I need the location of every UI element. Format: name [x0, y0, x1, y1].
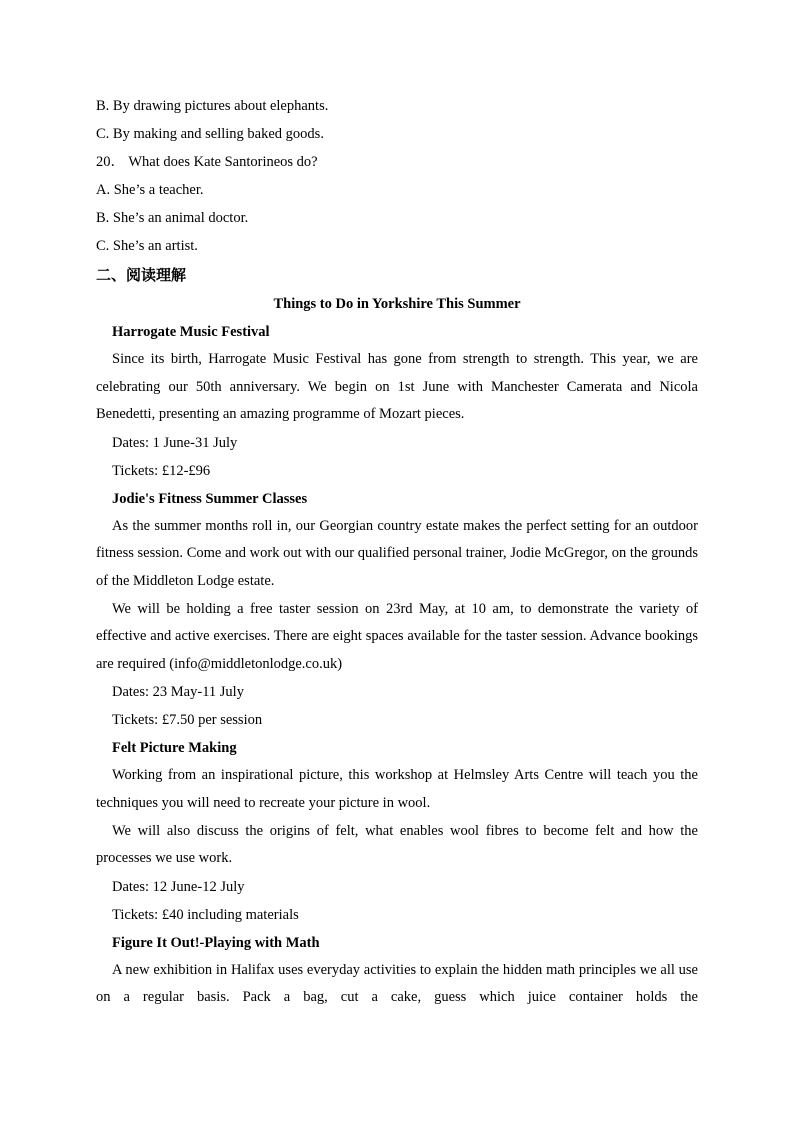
- figure-heading: Figure It Out!-Playing with Math: [112, 934, 320, 951]
- document-page: [96, 92, 698, 1012]
- felt-paragraph-2: We will also discuss the origins of felt, what enables wool fibres to become felt and how the processes we use work.: [96, 822, 698, 867]
- harrogate-paragraph: Since its birth, Harrogate Music Festival has gone from strength to strength. This year, we are celebrating our 50th anniversary. We begin on 1st June with Manchester Camerata and Nicola Benedetti, presenting an amazing programme of Mozart pieces.: [96, 351, 698, 423]
- article-title: Things to Do in Yorkshire This Summer: [273, 296, 521, 312]
- jodie-dates: Dates: 23 May-11 July: [112, 684, 244, 701]
- option-b-q20: B. She’s an animal doctor.: [96, 210, 249, 226]
- harrogate-tickets: Tickets: £12-£96: [112, 462, 211, 479]
- figure-paragraph: A new exhibition in Halifax uses everyday activities to explain the hidden math principles we all use on a regular basis. Pack a bag, cut a cake, guess which juice container holds the: [96, 961, 698, 1006]
- jodie-tickets: Tickets: £7.50 per session: [112, 712, 263, 729]
- option-c-q19: C. By making and selling baked goods.: [96, 126, 324, 142]
- felt-paragraph-1: Working from an inspirational picture, this workshop at Helmsley Arts Centre will teach you the techniques you will need to recreate your picture in wool.: [96, 767, 698, 811]
- question-20-stem: 20． What does Kate Santorineos do?: [96, 154, 318, 170]
- harrogate-heading: Harrogate Music Festival: [112, 324, 270, 340]
- felt-heading: Felt Picture Making: [112, 740, 237, 757]
- option-c-q20: C. She’s an artist.: [96, 238, 198, 254]
- jodie-paragraph-2: We will be holding a free taster session on 23rd May, at 10 am, to demonstrate the variety of effective and active exercises. There are eight spaces available for the taster session. Advance bookings are required (info@middletonlodge.co.uk): [96, 600, 698, 672]
- jodie-heading: Jodie's Fitness Summer Classes: [112, 490, 308, 507]
- section-heading: 二、阅读理解: [96, 266, 187, 284]
- option-a-q20: A. She’s a teacher.: [96, 182, 204, 198]
- harrogate-dates: Dates: 1 June-31 July: [112, 434, 238, 451]
- jodie-paragraph-1: As the summer months roll in, our Georgian country estate makes the perfect setting for an outdoor fitness session. Come and work out with our qualified personal trainer, Jodie McGregor, on the grounds of the Middleton Lodge estate.: [96, 517, 698, 589]
- felt-tickets: Tickets: £40 including materials: [112, 906, 299, 923]
- felt-dates: Dates: 12 June-12 July: [112, 878, 245, 895]
- option-b-q19: B. By drawing pictures about elephants.: [96, 98, 329, 114]
